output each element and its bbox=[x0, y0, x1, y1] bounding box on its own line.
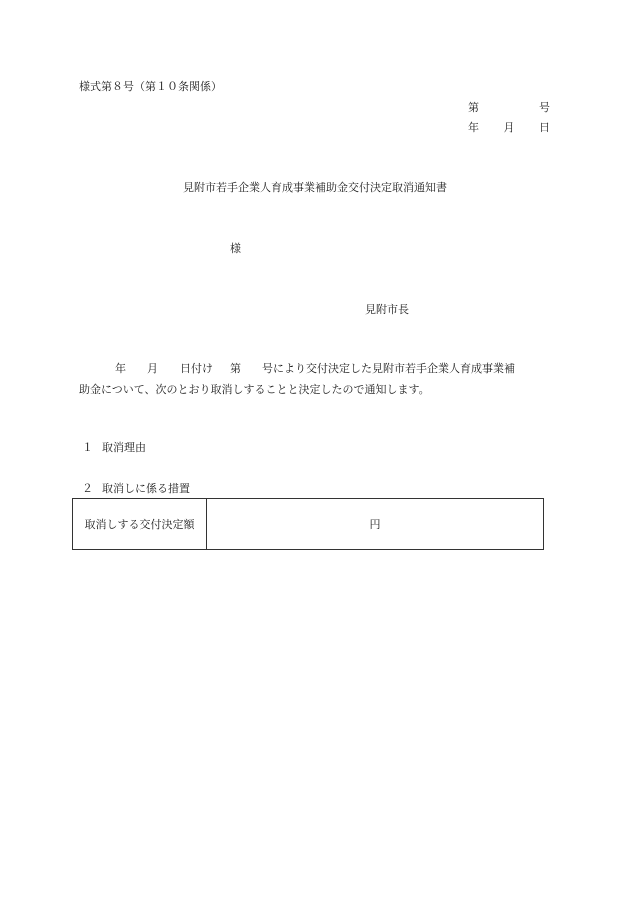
date-year: 年 bbox=[468, 121, 479, 134]
cancel-amount-table bbox=[72, 498, 544, 550]
body-no-prefix: 第 bbox=[230, 362, 241, 375]
cancel-amount-label: 取消しする交付決定額 bbox=[73, 499, 207, 550]
addressee-suffix: 様 bbox=[230, 242, 241, 255]
section-cancel-reason bbox=[82, 441, 146, 455]
section-number: １ bbox=[82, 441, 93, 454]
body-dated: 日付け bbox=[180, 362, 213, 375]
cancel-amount-value[interactable]: 円 bbox=[207, 499, 544, 550]
date-day: 日 bbox=[539, 121, 550, 134]
section-number: ２ bbox=[82, 482, 93, 495]
document-date bbox=[468, 121, 550, 135]
section-label: 取消理由 bbox=[102, 441, 146, 454]
body-text-line-2: 助金について、次のとおり取消しすることと決定したので通知します。 bbox=[79, 383, 430, 396]
sender-name: 見附市長 bbox=[365, 303, 409, 316]
form-number: 様式第８号（第１０条関係） bbox=[79, 80, 222, 93]
body-month: 月 bbox=[147, 362, 158, 375]
section-label: 取消しに係る措置 bbox=[102, 482, 190, 495]
doc-number-suffix: 号 bbox=[539, 101, 550, 114]
body-text-line-1 bbox=[79, 362, 551, 376]
doc-number-prefix: 第 bbox=[468, 101, 479, 114]
document-number bbox=[468, 101, 550, 115]
body-year: 年 bbox=[115, 362, 126, 375]
body-line1-rest: 号により交付決定した見附市若手企業人育成事業補 bbox=[262, 362, 515, 375]
document-title: 見附市若手企業人育成事業補助金交付決定取消通知書 bbox=[183, 181, 447, 194]
table-row bbox=[73, 499, 544, 550]
section-cancel-measures bbox=[82, 482, 190, 496]
date-month: 月 bbox=[503, 121, 515, 134]
